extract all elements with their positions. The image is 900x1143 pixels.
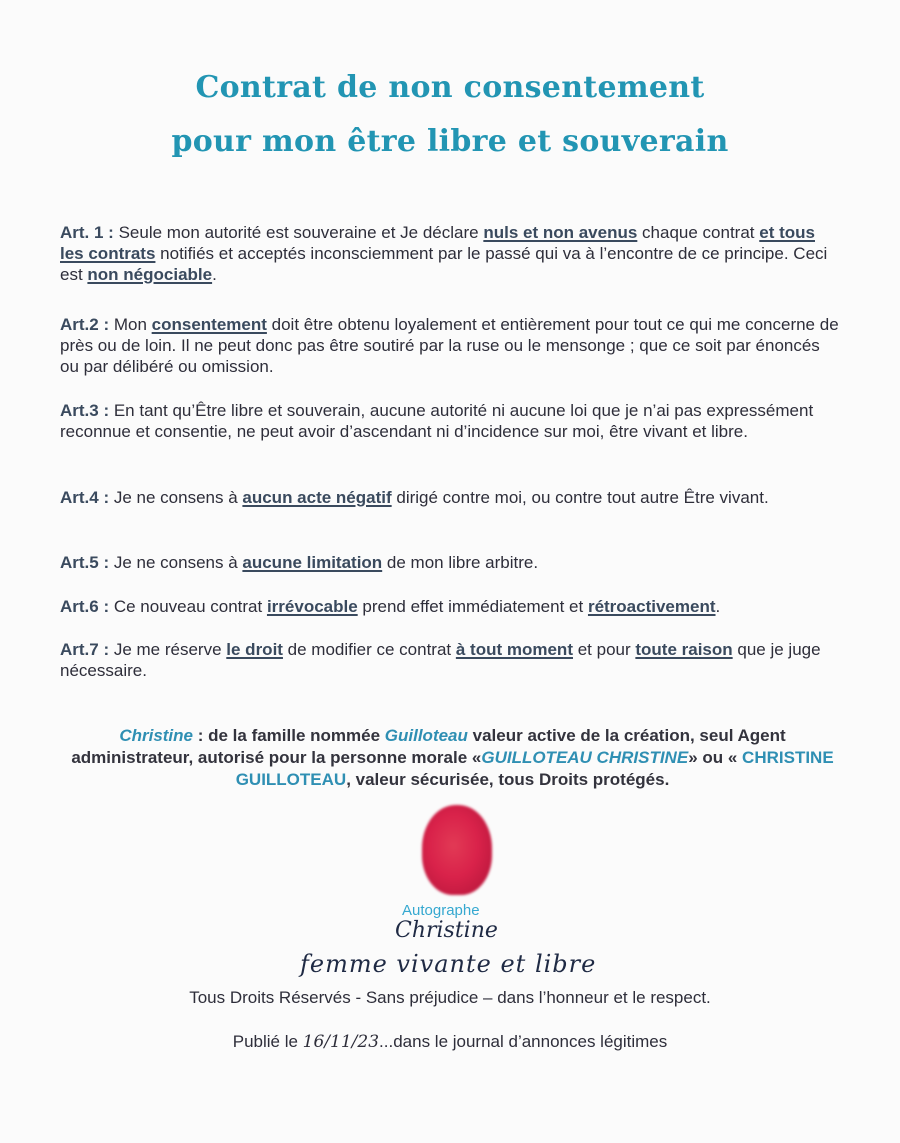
article-label: Art.7 : [60, 640, 110, 659]
article-7: Art.7 : Je me réserve le droit de modifier ce contrat à tout moment et pour toute raison que je juge nécessaire. [60, 640, 821, 680]
handwritten-line: femme vivante et libre [300, 950, 597, 978]
underlined-term: le droit [226, 640, 283, 659]
article-2: Art.2 : Mon consentement doit être obtenu loyalement et entièrement pour tout ce qui me concerne de près ou de loin. Il ne peut donc pas être soutiré par la ruse ou le mensonge ; que ce soit par énoncés ou par délibéré ou omission. [60, 315, 839, 376]
underlined-term: aucune limitation [242, 553, 383, 572]
underlined-term: non négociable [87, 265, 213, 284]
family-name: Guilloteau [384, 726, 468, 745]
article-label: Art.4 : [60, 488, 110, 507]
underlined-term: à tout moment [455, 640, 573, 659]
identity-statement: Christine : de la famille nommée Guilloteau valeur active de la création, seul Agent administrateur, autorisé pour la personne morale «GUILLOTEAU CHRISTINE» ou « CHRISTINE GUILLOTEAU, valeur sécurisée, tous Droits protégés. [71, 726, 834, 789]
handwritten-signature: Christine [395, 918, 498, 943]
underlined-term: rétroactivement [587, 597, 716, 616]
title-line-1: Contrat de non consentement [195, 70, 705, 105]
article-label: Art.2 : [60, 315, 110, 334]
given-name: Christine [119, 726, 193, 745]
underlined-term: irrévocable [266, 597, 358, 616]
underlined-term: aucun acte négatif [242, 488, 392, 507]
underlined-term: consentement [151, 315, 267, 334]
rights-reserved-line: Tous Droits Réservés - Sans préjudice – dans l’honneur et le respect. [189, 988, 711, 1007]
article-3: Art.3 : En tant qu’Être libre et souverain, aucune autorité ni aucune loi que je n’ai pas expressément reconnue et consentie, ne peut avoir d’ascendant ni d’incidence sur moi, être vivant et libre. [60, 401, 814, 441]
full-name: CHRISTINE GUILLOTEAU [235, 748, 834, 789]
article-6: Art.6 : Ce nouveau contrat irrévocable prend effet immédiatement et rétroactivement. [60, 597, 721, 616]
article-1: Art. 1 : Seule mon autorité est souveraine et Je déclare nuls et non avenus chaque contrat et tous les contrats notifiés et acceptés inconsciemment par le passé qui va à l’encontre de ce principe. Ceci est non négociable. [60, 223, 828, 284]
thumbprint-image [422, 805, 492, 895]
underlined-term: nuls et non avenus [483, 223, 638, 242]
underlined-term: toute raison [635, 640, 733, 659]
publication-line: Publié le 16/11/23...dans le journal d’annonces légitimes [232, 1032, 668, 1052]
article-4: Art.4 : Je ne consens à aucun acte négatif dirigé contre moi, ou contre tout autre Être vivant. [60, 488, 769, 507]
autographe-label: Autographe [402, 902, 480, 919]
publication-date: 16/11/23 [302, 1032, 380, 1052]
article-label: Art. 1 : [60, 223, 114, 242]
article-label: Art.3 : [60, 401, 110, 420]
article-label: Art.5 : [60, 553, 110, 572]
article-label: Art.6 : [60, 597, 110, 616]
article-5: Art.5 : Je ne consens à aucune limitation de mon libre arbitre. [60, 553, 539, 572]
title-line-2: pour mon être libre et souverain [171, 124, 729, 159]
underlined-term: et tous les contrats [60, 223, 815, 263]
legal-person-name: GUILLOTEAU CHRISTINE [481, 748, 689, 767]
